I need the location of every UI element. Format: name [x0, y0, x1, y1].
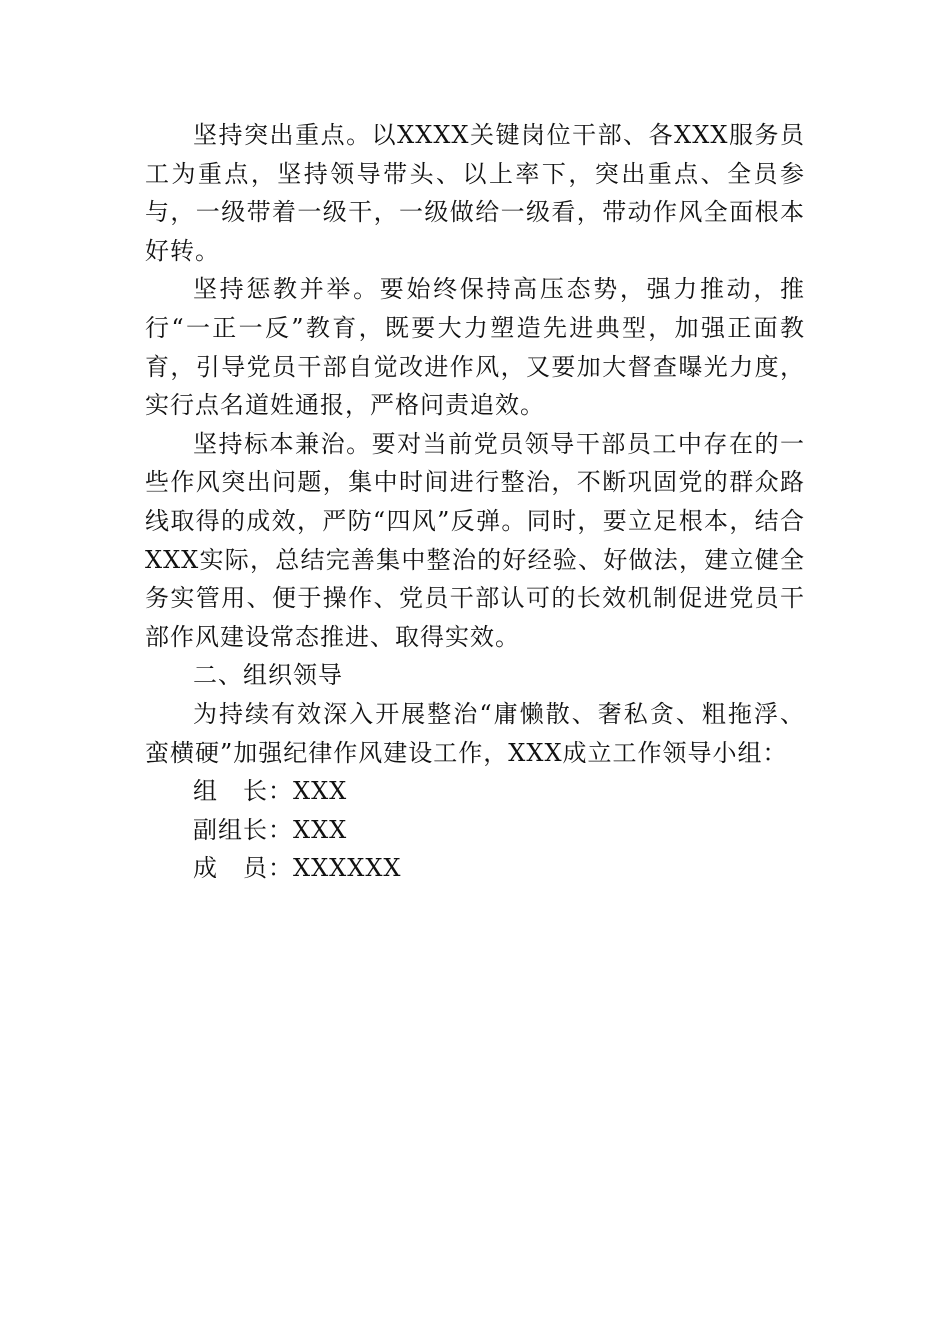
member-members: 成 员：XXXXXX — [193, 854, 402, 883]
paragraph-root-cause: 坚持标本兼治。要对当前党员领导干部员工中存在的一些作风突出问题，集中时间进行整治，不断巩固党的群众路线取得的成效，严防“四风”反弹。同时，要立足根本，结合XXX实际，总结完善集中整治的好经验、好做法，建立健全务实管用、便于操作、党员干部认可的长效机制促进党员干部作风建设常态推进、取得实效。 — [145, 429, 805, 651]
member-deputy: 副组长：XXX — [193, 815, 348, 844]
member-leader: 组 长：XXX — [193, 777, 348, 806]
section-heading: 二、组织领导 — [193, 661, 343, 690]
paragraph-key-focus: 坚持突出重点。以XXXX关键岗位干部、各XXX服务员工为重点，坚持领导带头、以上率下，突出重点、全员参与，一级带着一级干，一级做给一级看，带动作风全面根本好转。 — [145, 121, 805, 265]
document-body — [145, 116, 805, 888]
section-intro: 为持续有效深入开展整治“庸懒散、奢私贪、粗拖浮、蛮横硬”加强纪律作风建设工作，XXX成立工作领导小组： — [145, 699, 805, 767]
paragraph-punish-educate: 坚持惩教并举。要始终保持高压态势，强力推动，推行“一正一反”教育，既要大力塑造先进典型，加强正面教育，引导党员干部自觉改进作风，又要加大督查曝光力度，实行点名道姓通报，严格问责追效。 — [145, 275, 805, 420]
